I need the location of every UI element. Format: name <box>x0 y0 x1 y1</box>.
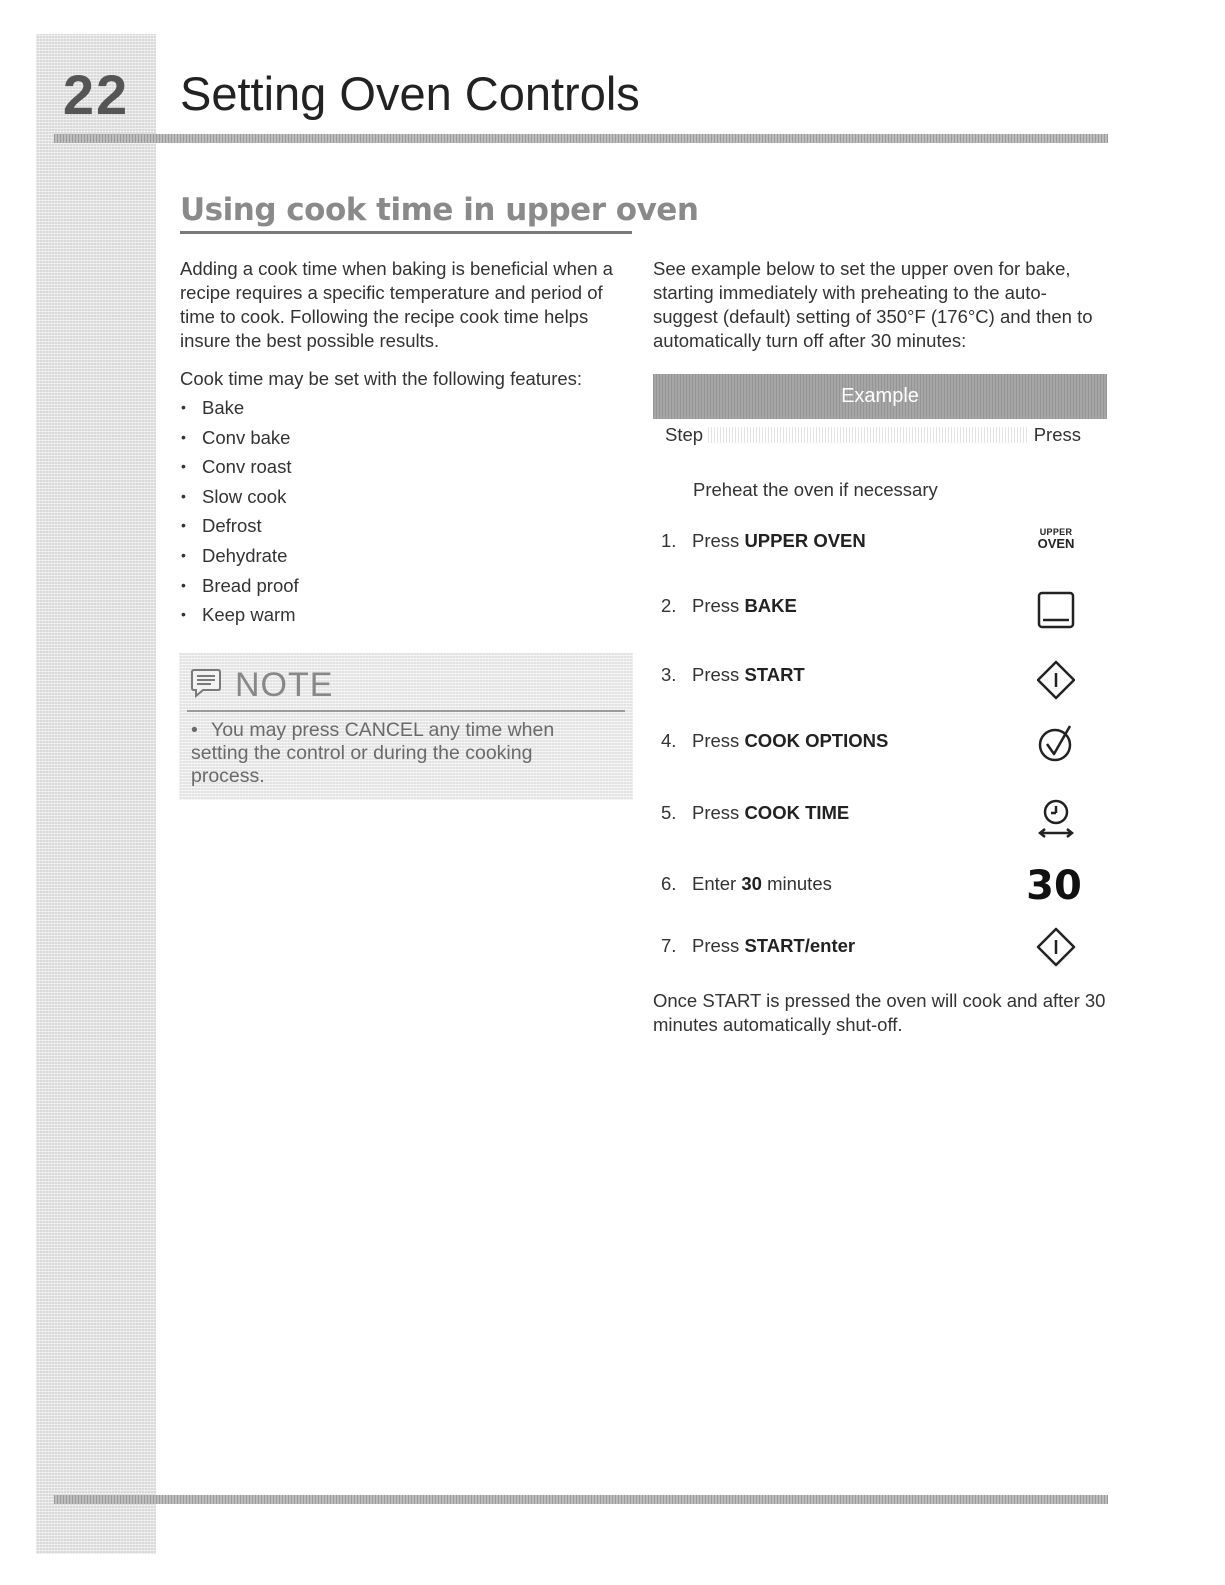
list-item: • Slow cook <box>180 482 635 512</box>
dotted-leader <box>708 427 1027 443</box>
step-number: 6. <box>661 873 677 894</box>
step-number: 7. <box>661 935 677 956</box>
step-1 <box>661 530 1081 570</box>
start-key-icon <box>1035 659 1077 706</box>
step-key: UPPER OVEN <box>744 530 866 551</box>
page-title: Setting Oven Controls <box>180 67 640 120</box>
step-key: START/enter <box>744 935 856 956</box>
step-number: 1. <box>661 530 677 551</box>
preheat-instruction: Preheat the oven if necessary <box>693 479 938 500</box>
step-key: BAKE <box>744 595 797 616</box>
bake-key-icon <box>1037 591 1075 634</box>
note-box <box>179 653 633 800</box>
step-text <box>692 935 855 957</box>
list-item: • Bread proof <box>180 571 635 601</box>
step-5 <box>661 802 1081 842</box>
start-key-icon <box>1035 926 1077 973</box>
list-item: • Bake <box>180 393 635 423</box>
step-key: 30 <box>741 873 762 894</box>
page-number: 22 <box>62 63 130 126</box>
example-intro: See example below to set the upper oven for bake, starting immediately with preheating to the auto-suggest (default) setting of 350°F (176°C) and then to automatically turn off after 30 minutes: <box>653 258 1093 351</box>
step-text <box>692 530 866 552</box>
right-column <box>653 257 1108 353</box>
step-7 <box>661 935 1081 975</box>
list-item: • Dehydrate <box>180 541 635 571</box>
footer-rule <box>54 1495 1108 1504</box>
step-number: 4. <box>661 730 677 751</box>
step-suffix: minutes <box>761 873 832 894</box>
step-text <box>692 802 849 824</box>
cook-time-key-icon <box>1036 797 1076 846</box>
features-intro: Cook time may be set with the following features: <box>180 368 583 389</box>
step-prefix: Press <box>692 802 745 823</box>
upper-oven-icon-line1: UPPER <box>1039 527 1073 537</box>
step-prefix: Enter <box>692 873 742 894</box>
step-6 <box>661 873 1081 913</box>
note-title: NOTE <box>235 665 334 704</box>
step-column-label: Step <box>665 424 704 445</box>
note-divider <box>187 710 625 712</box>
step-key: COOK TIME <box>744 802 850 823</box>
note-text: You may press CANCEL any time when setting the control or during the cooking process. <box>191 719 555 787</box>
cook-options-key-icon <box>1036 722 1078 769</box>
section-title: Using cook time in upper oven <box>180 192 632 234</box>
step-number: 3. <box>661 664 677 685</box>
step-prefix: Press <box>692 530 745 551</box>
list-item: • Keep warm <box>180 600 635 630</box>
intro-paragraph: Adding a cook time when baking is beneficial when a recipe requires a specific temperature and period of time to cook. Following the recipe cook time helps insure the best possible results. <box>180 258 613 351</box>
note-bullet: • <box>191 719 198 741</box>
step-prefix: Press <box>692 730 745 751</box>
step-number: 5. <box>661 802 677 823</box>
upper-oven-key-icon <box>1026 528 1086 550</box>
features-list <box>180 393 635 630</box>
step-key: START <box>744 664 805 685</box>
header-rule <box>54 134 1108 143</box>
step-text <box>692 595 797 617</box>
list-item: • Conv bake <box>180 423 635 453</box>
step-text <box>692 730 888 752</box>
press-column-label: Press <box>1033 424 1081 445</box>
left-column <box>180 257 635 630</box>
note-header <box>189 665 333 705</box>
step-key: COOK OPTIONS <box>744 730 889 751</box>
list-item: • Conv roast <box>180 452 635 482</box>
note-text-block <box>191 719 611 788</box>
upper-oven-icon-line2: OVEN <box>1037 536 1075 551</box>
step-prefix: Press <box>692 935 745 956</box>
page-sidebar <box>36 34 156 1554</box>
step-4 <box>661 730 1081 770</box>
step-2 <box>661 595 1081 635</box>
example-header: Example <box>653 374 1107 419</box>
step-prefix: Press <box>692 595 745 616</box>
number-entry-30: 30 <box>1026 863 1082 909</box>
step-prefix: Press <box>692 664 745 685</box>
step-text <box>692 873 832 895</box>
step-number: 2. <box>661 595 677 616</box>
note-icon <box>189 666 223 705</box>
step-text <box>692 664 805 686</box>
step-press-header <box>653 423 1107 447</box>
closing-paragraph: Once START is pressed the oven will cook and after 30 minutes automatically shut-off. <box>653 990 1106 1035</box>
list-item: • Defrost <box>180 511 635 541</box>
step-3 <box>661 664 1081 704</box>
